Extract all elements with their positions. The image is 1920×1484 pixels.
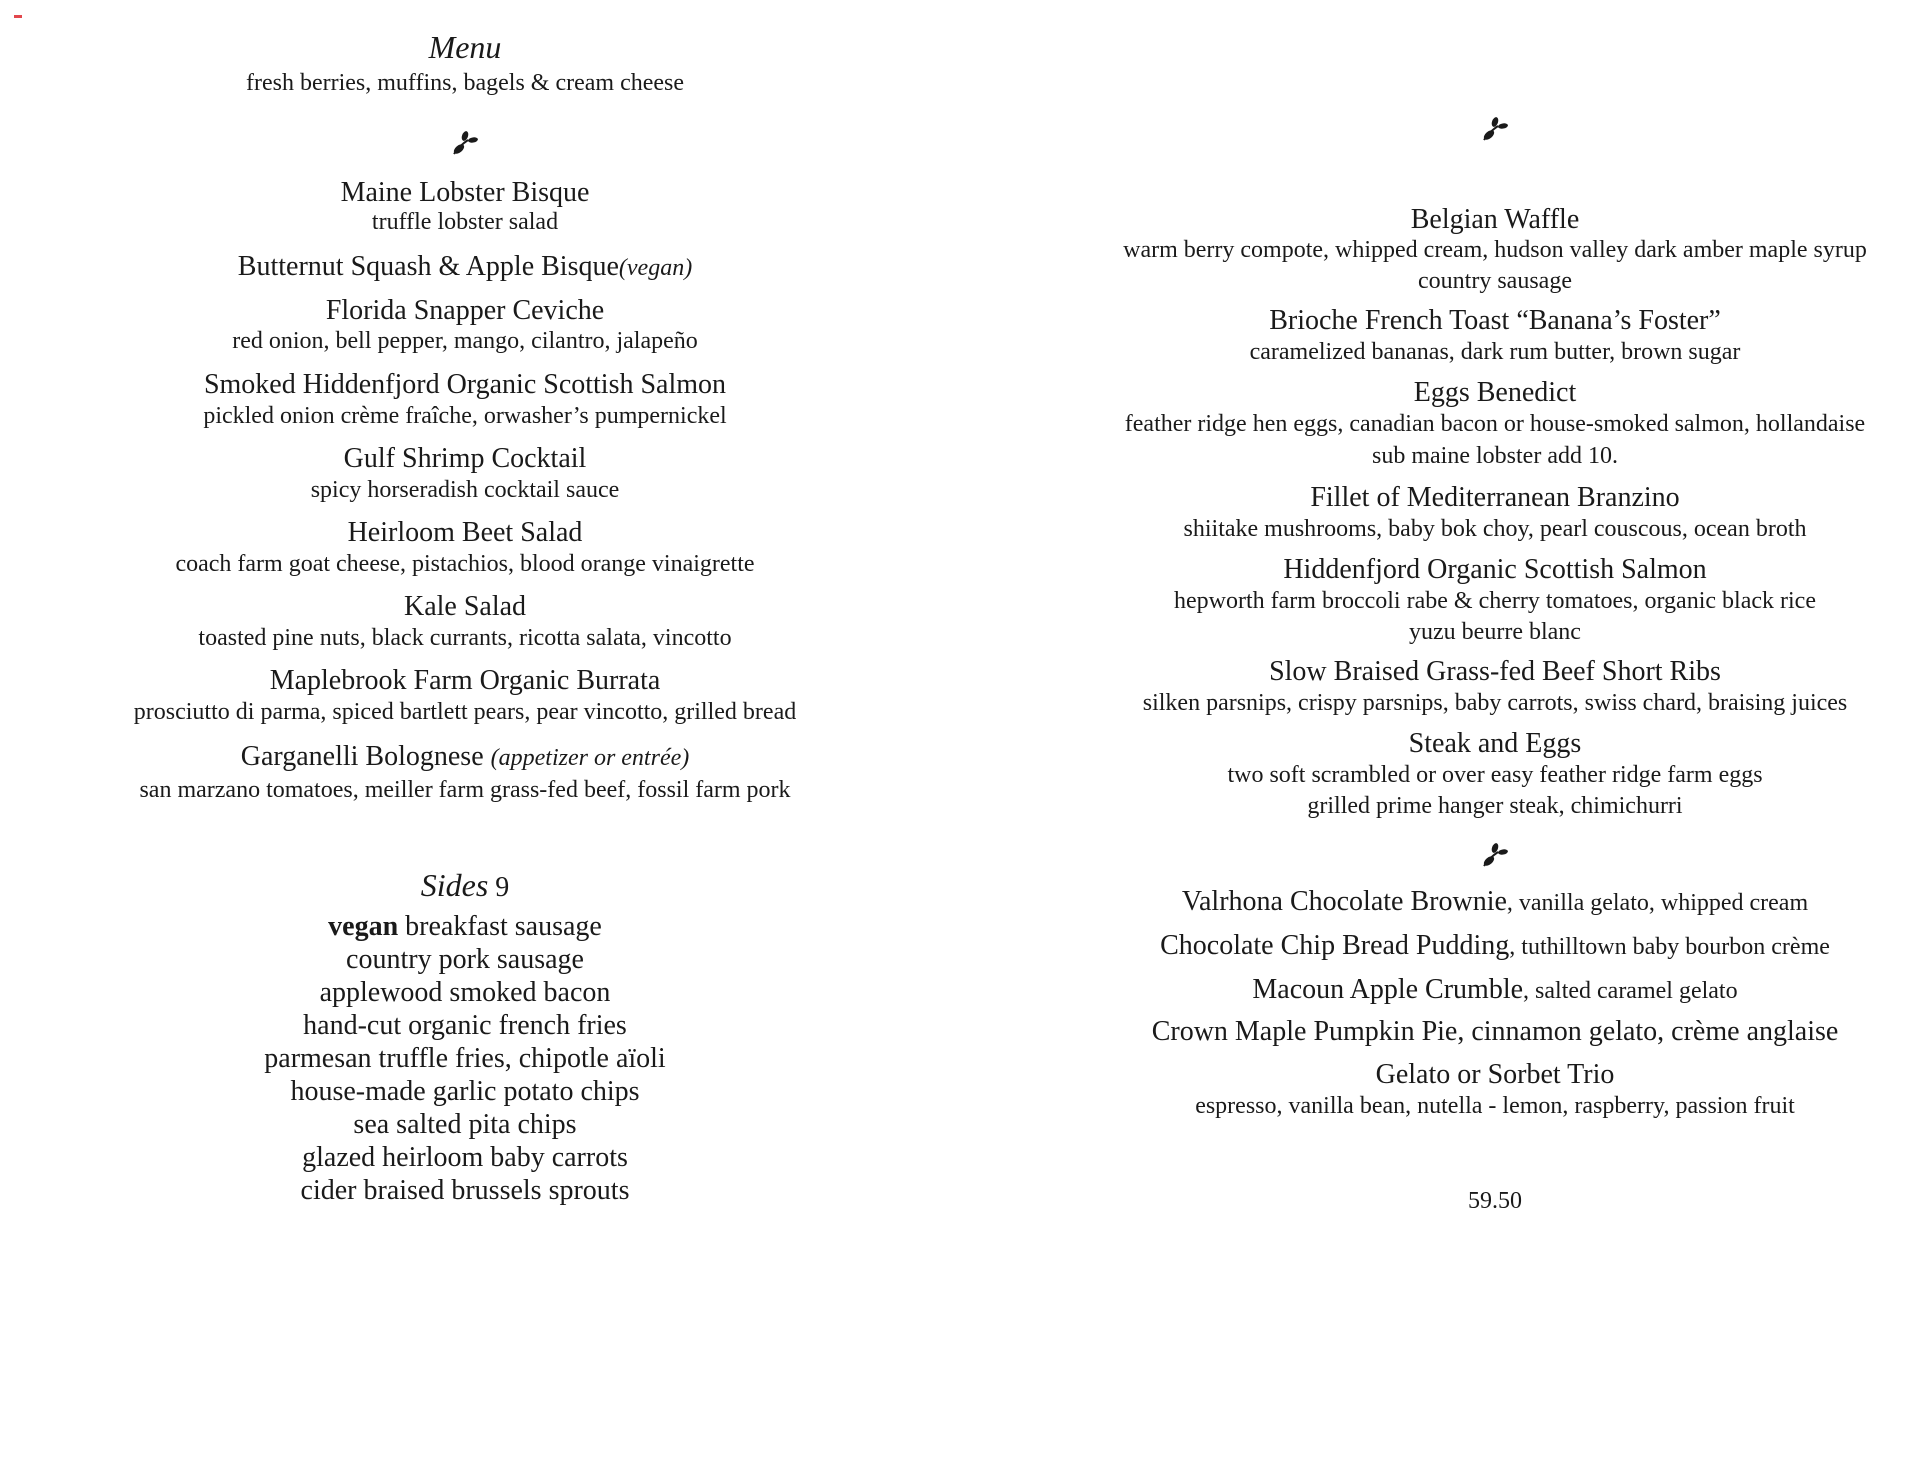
entree-name: Fillet of Mediterranean Branzino — [1310, 482, 1680, 513]
dessert: Crown Maple Pumpkin Pie, cinnamon gelato, crème anglaise — [1151, 1016, 1839, 1047]
menu-price: 59.50 — [1468, 1188, 1522, 1214]
item-name: Gulf Shrimp Cocktail — [343, 443, 587, 474]
leaf-sprig-icon — [448, 126, 482, 160]
entree-desc: feather ridge hen eggs, canadian bacon or house-smoked salmon, hollandaise — [1124, 411, 1866, 437]
item-desc: pickled onion crème fraîche, orwasher’s pumpernickel — [203, 403, 727, 429]
divider — [80, 126, 850, 165]
item-name: Heirloom Beet Salad — [347, 517, 583, 548]
item-desc: prosciutto di parma, spiced bartlett pears, pear vincotto, grilled bread — [133, 699, 797, 725]
side-item: applewood smoked bacon — [319, 977, 611, 1008]
item-desc: coach farm goat cheese, pistachios, blood orange vinaigrette — [175, 551, 755, 577]
side-item: glazed heirloom baby carrots — [302, 1142, 628, 1173]
item-name: Smoked Hiddenfjord Organic Scottish Salmon — [203, 369, 727, 400]
entree-desc: silken parsnips, crispy parsnips, baby carrots, swiss chard, braising juices — [1142, 690, 1848, 716]
dessert: Macoun Apple Crumble, salted caramel gelato — [1252, 974, 1738, 1005]
entree-desc: warm berry compote, whipped cream, hudson valley dark amber maple syrup — [1123, 237, 1867, 263]
item-name: Kale Salad — [403, 591, 527, 622]
divider — [1045, 112, 1920, 151]
leaf-sprig-icon — [1478, 112, 1512, 146]
side-item: cider braised brussels sprouts — [300, 1175, 630, 1206]
side-item: country pork sausage — [346, 944, 584, 975]
entree-desc: sub maine lobster add 10. — [1372, 443, 1618, 469]
side-item: house-made garlic potato chips — [290, 1076, 640, 1107]
entree-name: Slow Braised Grass-fed Beef Short Ribs — [1269, 656, 1721, 687]
entree-desc: caramelized bananas, dark rum butter, brown sugar — [1249, 339, 1741, 365]
entree-name: Brioche French Toast “Banana’s Foster” — [1269, 305, 1721, 336]
item-desc: red onion, bell pepper, mango, cilantro, jalapeño — [232, 328, 698, 354]
menu-title: Menu — [428, 29, 502, 65]
item-desc: spicy horseradish cocktail sauce — [310, 477, 620, 503]
dessert: Chocolate Chip Bread Pudding, tuthilltown baby bourbon crème — [1160, 930, 1830, 961]
entree-desc: country sausage — [1418, 268, 1572, 294]
item-desc: truffle lobster salad — [371, 209, 559, 235]
corner-mark — [14, 15, 22, 18]
side-item: vegan breakfast sausage — [328, 911, 602, 942]
item-name: Maine Lobster Bisque — [340, 177, 590, 208]
item-note: (vegan) — [618, 255, 693, 281]
dessert: Valrhona Chocolate Brownie, vanilla gelato, whipped cream — [1181, 886, 1809, 917]
entree-desc: yuzu beurre blanc — [1409, 619, 1581, 645]
item-name: Garganelli Bolognese (appetizer or entrée) — [240, 741, 690, 772]
dessert-desc: espresso, vanilla bean, nutella - lemon, raspberry, passion fruit — [1195, 1093, 1795, 1119]
side-item: sea salted pita chips — [353, 1109, 577, 1140]
sides-title: Sides 9 — [420, 867, 510, 903]
entree-name: Steak and Eggs — [1408, 728, 1582, 759]
leaf-sprig-icon — [1478, 838, 1512, 872]
divider — [1045, 838, 1920, 877]
item-desc: san marzano tomatoes, meiller farm grass-fed beef, fossil farm pork — [139, 777, 791, 803]
entree-desc: shiitake mushrooms, baby bok choy, pearl couscous, ocean broth — [1183, 516, 1807, 542]
item-note: (appetizer or entrée) — [490, 745, 690, 771]
item-desc: toasted pine nuts, black currants, ricotta salata, vincotto — [198, 625, 732, 651]
entree-desc: hepworth farm broccoli rabe & cherry tomatoes, organic black rice — [1174, 588, 1816, 614]
dessert: Gelato or Sorbet Trio — [1375, 1059, 1615, 1090]
menu-subtitle: fresh berries, muffins, bagels & cream cheese — [245, 70, 685, 96]
entree-desc: grilled prime hanger steak, chimichurri — [1307, 793, 1683, 819]
item-name: Florida Snapper Ceviche — [325, 295, 605, 326]
side-item: parmesan truffle fries, chipotle aïoli — [264, 1043, 666, 1074]
entree-name: Hiddenfjord Organic Scottish Salmon — [1283, 554, 1707, 585]
entree-name: Eggs Benedict — [1413, 377, 1577, 408]
entree-name: Belgian Waffle — [1410, 204, 1580, 235]
entree-desc: two soft scrambled or over easy feather ridge farm eggs — [1227, 762, 1763, 788]
side-item: hand-cut organic french fries — [303, 1010, 627, 1041]
item-name: Butternut Squash & Apple Bisque(vegan) — [237, 251, 693, 282]
item-name: Maplebrook Farm Organic Burrata — [269, 665, 661, 696]
